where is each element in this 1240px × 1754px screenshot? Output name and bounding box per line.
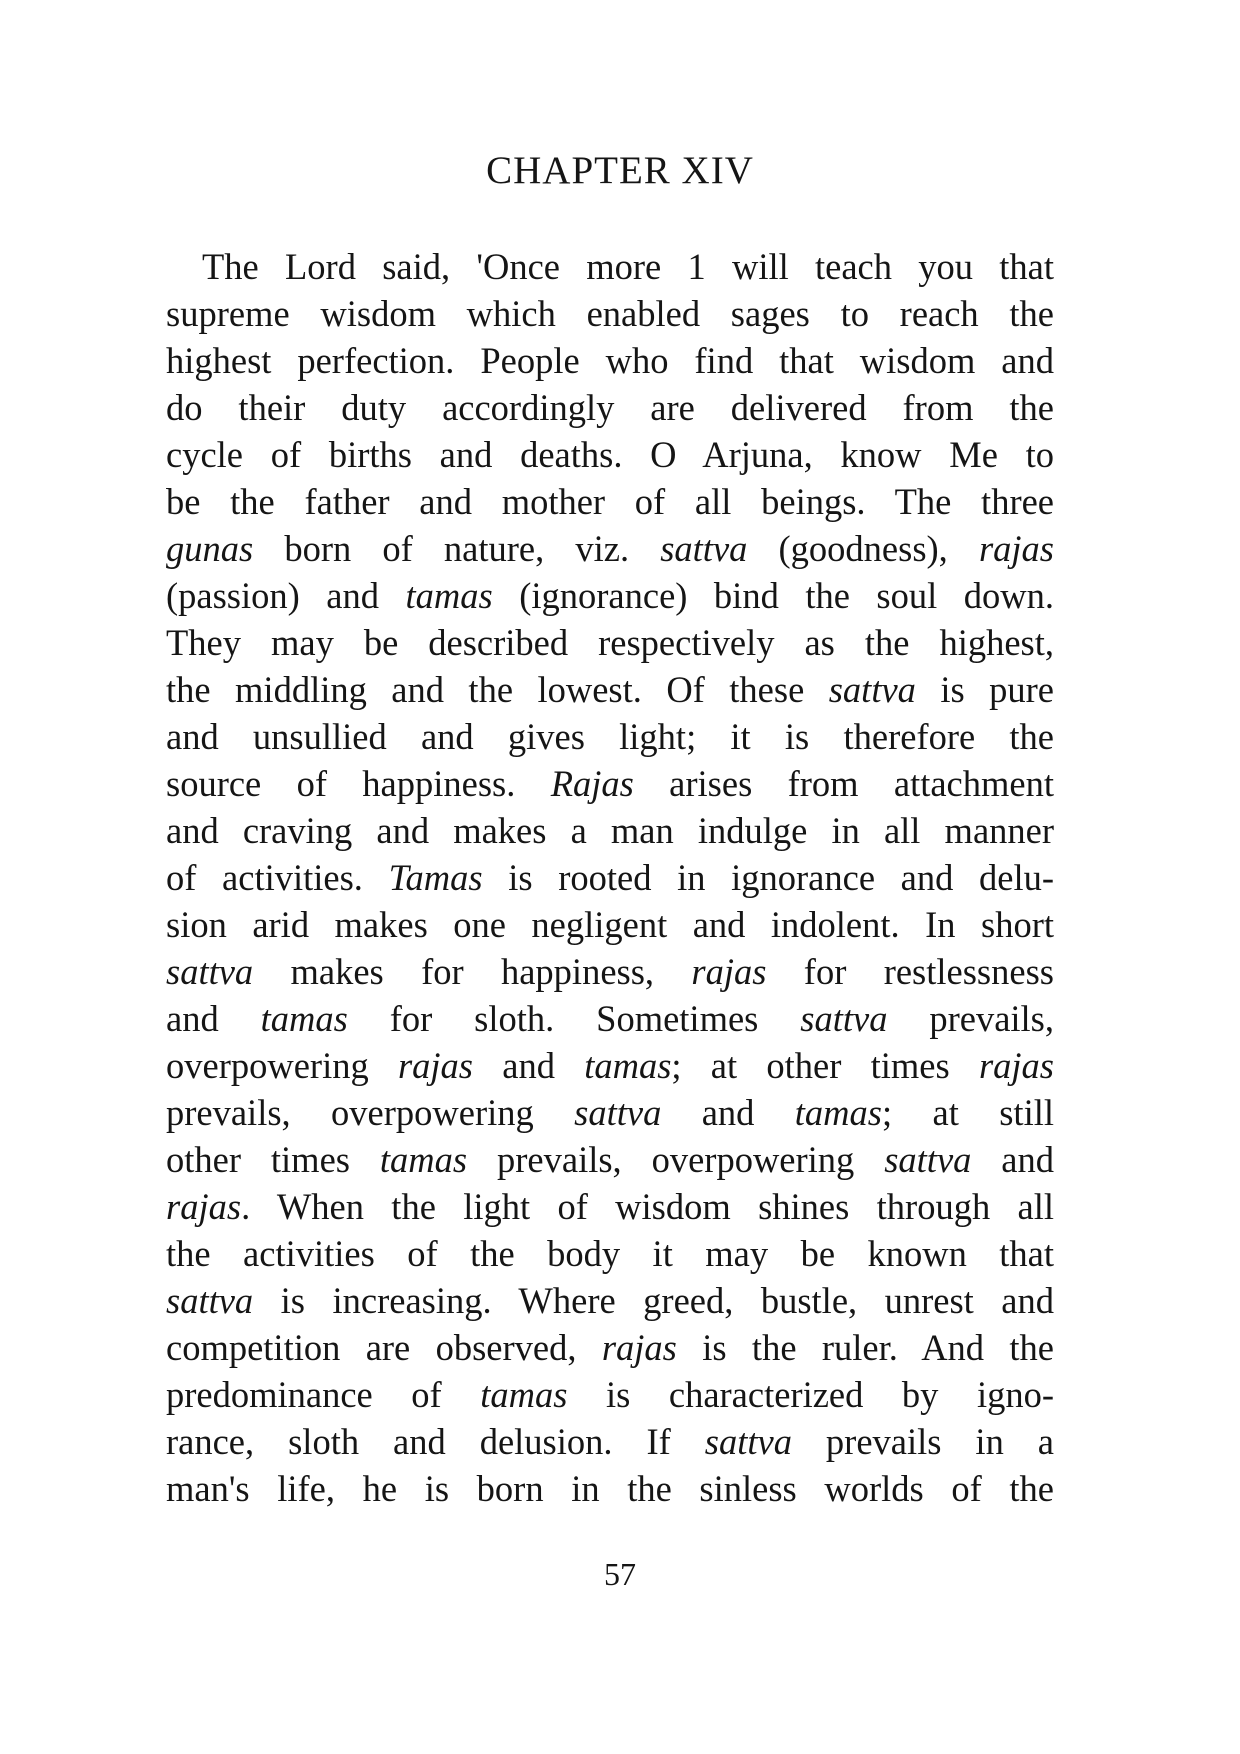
text-line: of activities. Tamas is rooted in ignorance and delu- (166, 857, 1055, 898)
body-paragraph (166, 243, 1054, 1512)
text-line: and craving and makes a man indulge in all manner (166, 810, 1054, 851)
text-line: and tamas for sloth. Sometimes sattva prevails, (166, 998, 1055, 1039)
text-line: the middling and the lowest. Of these sattva is pure (166, 669, 1054, 710)
chapter-title: CHAPTER XIV (486, 149, 754, 192)
text-line: do their duty accordingly are delivered from the (166, 387, 1054, 428)
text-line: competition are observed, rajas is the ruler. And the (166, 1327, 1054, 1368)
text-line: highest perfection. People who find that wisdom and (166, 340, 1054, 381)
text-line: prevails, overpowering sattva and tamas; at still (166, 1092, 1054, 1133)
text-line: (passion) and tamas (ignorance) bind the soul down. (166, 575, 1054, 616)
text-line: be the father and mother of all beings. The three (166, 481, 1054, 522)
text-line: the activities of the body it may be known that (166, 1233, 1054, 1274)
text-line: man's life, he is born in the sinless worlds of the (166, 1468, 1054, 1509)
text-line: The Lord said, 'Once more 1 will teach you that (202, 246, 1054, 287)
text-line: source of happiness. Rajas arises from attachment (166, 763, 1054, 804)
text-line: gunas born of nature, viz. sattva (goodness), rajas (166, 528, 1054, 569)
text-line: other times tamas prevails, overpowering sattva and (166, 1139, 1054, 1180)
text-line: supreme wisdom which enabled sages to reach the (166, 293, 1054, 334)
text-line: rajas. When the light of wisdom shines through all (166, 1186, 1054, 1227)
text-line: sion arid makes one negligent and indolent. In short (166, 904, 1054, 945)
text-line: They may be described respectively as the highest, (166, 622, 1054, 663)
text-line: predominance of tamas is characterized by igno- (166, 1374, 1054, 1415)
text-line: rance, sloth and delusion. If sattva prevails in a (166, 1421, 1054, 1462)
text-line: overpowering rajas and tamas; at other times rajas (166, 1045, 1054, 1086)
page-number: 57 (604, 1556, 636, 1592)
text-line: and unsullied and gives light; it is therefore the (166, 716, 1054, 757)
text-line: sattva makes for happiness, rajas for restlessness (166, 951, 1054, 992)
text-line: sattva is increasing. Where greed, bustle, unrest and (166, 1280, 1054, 1321)
text-line: cycle of births and deaths. O Arjuna, know Me to (166, 434, 1054, 475)
